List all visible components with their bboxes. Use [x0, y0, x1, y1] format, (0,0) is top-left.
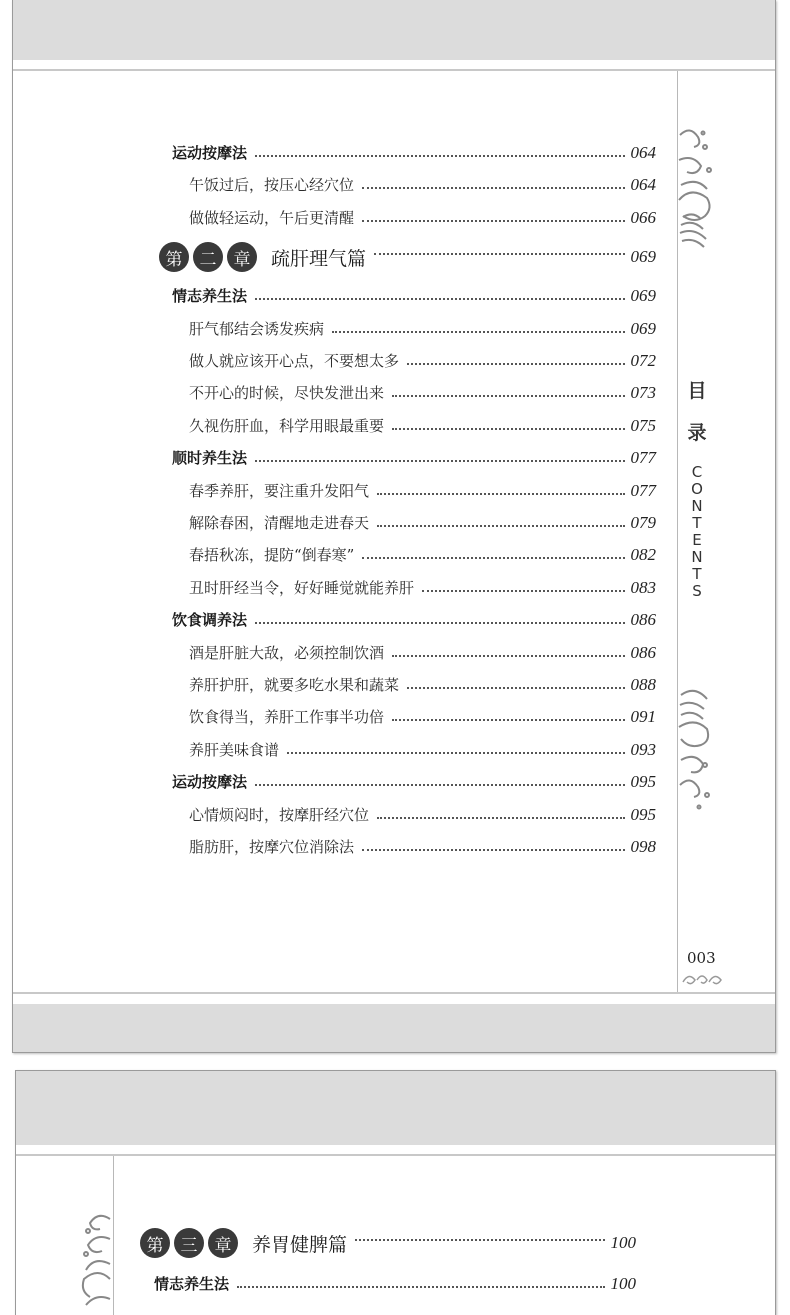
toc-chapter-row [159, 242, 656, 272]
toc-item-row [189, 643, 656, 663]
leader-dots [374, 253, 624, 255]
toc-item-row [189, 805, 656, 825]
page-ref: 086 [630, 610, 656, 630]
chapter-badge [159, 242, 257, 272]
leader-dots [407, 687, 624, 689]
toc-item-row [189, 513, 656, 533]
leader-dots [362, 557, 624, 559]
side-title-letter: N [691, 548, 703, 566]
top-rule [16, 1154, 775, 1156]
side-title-letter: E [692, 531, 702, 549]
swirl-ornament-icon [681, 970, 723, 988]
toc-item-row [189, 837, 656, 857]
book-page-1 [12, 0, 776, 1053]
chapter-title: 疏肝理气篇 [271, 247, 367, 270]
item-title: 饮食得当，养肝工作事半功倍 [189, 708, 385, 727]
toc-item-row [189, 208, 656, 228]
page-ref: 079 [630, 513, 656, 532]
chapter-badge-char: 第 [140, 1228, 170, 1258]
top-gray-band [13, 0, 775, 60]
section-title: 情志养生法 [154, 1275, 230, 1293]
page-ref: 069 [630, 247, 656, 267]
page-ref: 072 [630, 351, 656, 370]
chapter-badge-char: 第 [159, 242, 189, 272]
leader-dots [255, 298, 624, 300]
item-title: 养肝美味食谱 [189, 740, 280, 759]
leader-dots [255, 155, 624, 157]
page-ref: 077 [630, 480, 656, 500]
chapter-badge-char: 三 [174, 1228, 204, 1258]
item-title: 不开心的时候，尽快发泄出来 [189, 384, 385, 403]
toc-item-row [189, 175, 656, 195]
toc-item-row [189, 740, 656, 760]
cloud-ornament-icon [80, 1209, 114, 1315]
leader-dots [362, 849, 624, 851]
cloud-ornament-icon [675, 125, 715, 260]
page-ref: 091 [630, 707, 656, 727]
leader-dots [422, 590, 624, 592]
leader-dots [392, 395, 624, 397]
toc-section-row [172, 772, 656, 792]
item-title: 丑时肝经当令，好好睡觉就能养肝 [189, 578, 415, 597]
section-title: 饮食调养法 [172, 611, 248, 630]
page-ref: 069 [630, 318, 656, 338]
chapter-badge-char: 章 [208, 1228, 238, 1258]
side-title-letter: C [691, 463, 703, 481]
page-ref: 100 [610, 1274, 636, 1293]
leader-dots [332, 331, 624, 333]
leader-dots [392, 719, 624, 721]
toc-item-row [189, 481, 656, 501]
page-ref: 077 [630, 448, 656, 468]
item-title: 做做轻运动，午后更清醒 [189, 208, 355, 227]
side-title-char: 目 [687, 380, 707, 402]
side-title-letter: N [691, 497, 703, 515]
leader-dots [392, 655, 624, 657]
toc-item-row [189, 351, 656, 371]
item-title: 脂肪肝，按摩穴位消除法 [189, 838, 355, 856]
chapter-badge [140, 1228, 238, 1258]
leader-dots [255, 460, 624, 462]
side-title-letter: S [692, 582, 702, 600]
book-page-2 [15, 1070, 776, 1315]
page-ref: 073 [630, 383, 656, 403]
leader-dots [407, 363, 624, 365]
leader-dots [355, 1239, 604, 1241]
item-title: 肝气郁结会诱发疾病 [189, 319, 325, 338]
page-ref: 066 [630, 207, 656, 227]
page-ref: 075 [630, 415, 656, 435]
side-title-letter: T [692, 565, 702, 583]
leader-dots [362, 187, 624, 189]
page-ref: 098 [630, 837, 656, 856]
side-title-char: 录 [687, 422, 707, 444]
toc-section-row [154, 1274, 636, 1294]
cloud-ornament-icon [675, 685, 715, 820]
leader-dots [287, 752, 624, 754]
item-title: 久视伤肝血，科学用眼最重要 [189, 416, 385, 435]
page-ref: 088 [630, 675, 656, 694]
section-title: 顺时养生法 [172, 449, 248, 468]
toc-section-row [172, 610, 656, 630]
page-ref: 064 [630, 175, 656, 195]
toc-item-row [189, 383, 656, 403]
page-ref: 095 [630, 772, 656, 792]
leader-dots [377, 493, 624, 495]
leader-dots [255, 784, 624, 786]
toc-section-row [172, 143, 656, 163]
page-ref: 093 [630, 739, 656, 759]
page-ref: 100 [610, 1233, 636, 1252]
leader-dots [237, 1286, 604, 1288]
section-title: 情志养生法 [172, 287, 248, 306]
item-title: 解除春困，清醒地走进春天 [189, 514, 370, 532]
leader-dots [255, 622, 624, 624]
chapter-badge-char: 二 [193, 242, 223, 272]
page-number: 003 [687, 949, 716, 967]
toc-item-row [189, 578, 656, 598]
section-title: 运动按摩法 [172, 144, 248, 162]
side-title-letter: T [692, 514, 702, 532]
item-title: 午饭过后，按压心经穴位 [189, 176, 355, 195]
top-rule [13, 69, 775, 71]
page-ref: 095 [630, 804, 656, 824]
toc-item-row [189, 545, 656, 565]
bottom-gray-band [13, 1004, 775, 1052]
leader-dots [377, 817, 624, 819]
page-ref: 064 [630, 143, 656, 162]
item-title: 做人就应该开心点，不要想太多 [189, 352, 400, 370]
toc-item-row [189, 319, 656, 339]
item-title: 春季养肝，要注重升发阳气 [189, 481, 370, 500]
item-title: 春捂秋冻，提防“倒春寒” [189, 546, 355, 565]
toc-chapter-row [140, 1228, 636, 1258]
item-title: 养肝护肝，就要多吃水果和蔬菜 [189, 676, 400, 694]
leader-dots [362, 220, 624, 222]
toc-item-row [189, 416, 656, 436]
page-ref: 083 [630, 577, 656, 597]
contents-side-title [686, 380, 708, 600]
page-ref: 069 [630, 286, 656, 306]
toc-section-row [172, 286, 656, 306]
page-ref: 086 [630, 642, 656, 662]
toc-item-row [189, 707, 656, 727]
page-ref: 082 [630, 545, 656, 565]
chapter-badge-char: 章 [227, 242, 257, 272]
section-title: 运动按摩法 [172, 773, 248, 792]
side-title-letter: O [691, 480, 703, 498]
top-gray-band [16, 1071, 775, 1145]
toc-item-row [189, 675, 656, 695]
item-title: 酒是肝脏大敌，必须控制饮酒 [189, 643, 385, 662]
chapter-title: 养胃健脾篇 [252, 1233, 348, 1256]
leader-dots [392, 428, 624, 430]
leader-dots [377, 525, 624, 527]
item-title: 心情烦闷时，按摩肝经穴位 [189, 805, 370, 824]
bottom-rule [13, 992, 775, 994]
toc-section-row [172, 448, 656, 468]
